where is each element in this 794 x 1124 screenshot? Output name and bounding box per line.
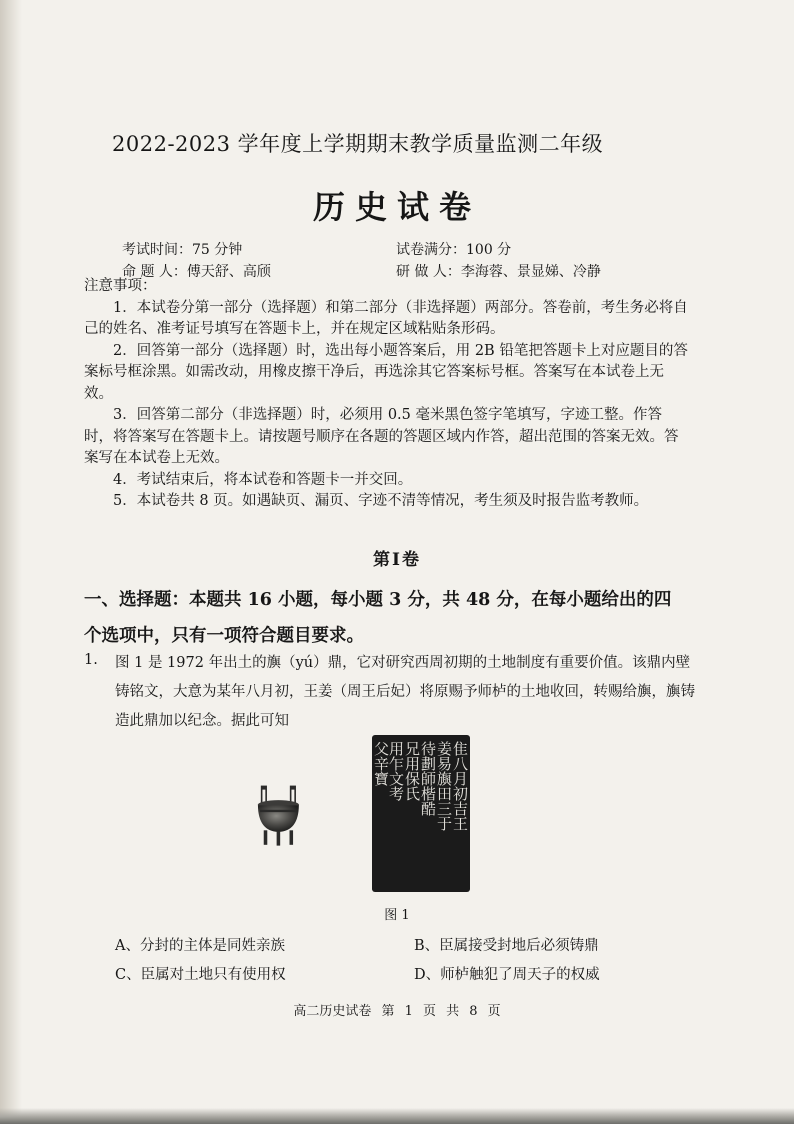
option-d[interactable]: D、师栌触犯了周天子的权威 [414, 967, 600, 983]
page-footer: 高二历史试卷 第 1 页 共 8 页 [293, 1004, 501, 1019]
inscription-column: 用乍文考 [387, 741, 405, 801]
option-a[interactable]: A、分封的主体是同姓亲族 [115, 938, 285, 954]
question-number: 1. [84, 652, 98, 668]
section-heading: 一、选择题：本题共 16 小题，每小题 3 分，共 48 分，在每小题给出的四个选项中，只有一项符合题目要求。 [84, 590, 672, 646]
reviewer: 研 做 人：李海蓉、景显娣、冷静 [396, 264, 601, 280]
inscription-column: 隹八月初吉王 [451, 741, 469, 831]
inscription-glyphs [372, 735, 470, 892]
inscription-column: 兄用保氏 [403, 741, 421, 801]
volume-title: 第Ⅰ卷 [373, 550, 421, 570]
inscription-rubbing [372, 735, 470, 892]
note-item: 1．本试卷分第一部分（选择题）和第二部分（非选择题）两部分。答卷前，考生务必将自己的姓名、准考证号填写在答题卡上，并在规定区域粘贴条形码。 [84, 299, 688, 337]
ding-vessel-image [256, 735, 368, 895]
note-item: 5．本试卷共 8 页。如遇缺页、漏页、字迹不清等情况，考生须及时报告监考教师。 [113, 493, 649, 509]
note-item: 3．回答第二部分（非选择题）时，必须用 0.5 毫米黑色签字笔填写，字迹工整。作答时，将答案写在答题卡上。请按题号顺序在各题的答题区域内作答，超出范围的答案无效。答案写在本试卷上无效。 [84, 407, 679, 466]
full-score: 试卷满分：100 分 [396, 242, 512, 258]
question-stem: 图 1 是 1972 年出土的旟（yú）鼎，它对研究西周初期的土地制度有重要价值。该鼎内壁铸铭文，大意为某年八月初，王姜（周王后妃）将原赐予师栌的土地收回，转赐给旟，旟铸造此鼎加以纪念。据此可知 [115, 655, 695, 729]
notes-block [84, 276, 688, 513]
notes-heading: 注意事项： [84, 278, 157, 294]
note-item: 4．考试结束后，将本试卷和答题卡一并交回。 [113, 471, 413, 488]
exam-header: 2022-2023 学年度上学期期末教学质量监测二年级 [112, 132, 604, 156]
scan-bottom-shadow [0, 1108, 794, 1124]
document-title: 历史试卷 [312, 188, 481, 226]
option-c[interactable]: C、臣属对土地只有使用权 [115, 967, 286, 983]
inscription-column: 姜易旟田三于 [435, 741, 453, 831]
inscription-column: 父辛寶 [372, 741, 390, 786]
author: 命 题 人：傅天舒、高颀 [122, 264, 271, 280]
note-item: 2．回答第一部分（选择题）时，选出每小题答案后，用 2B 铅笔把答题卡上对应题目的答案标号框涂黑。如需改动，用橡皮擦干净后，再选涂其它答案标号框。答案写在本试卷上无效。 [84, 342, 688, 402]
figure-caption: 图 1 [384, 908, 410, 923]
exam-time: 考试时间：75 分钟 [122, 242, 243, 258]
option-b[interactable]: B、臣属接受封地后必须铸鼎 [414, 938, 599, 954]
inscription-column: 待劃師楷酷 [419, 741, 437, 816]
